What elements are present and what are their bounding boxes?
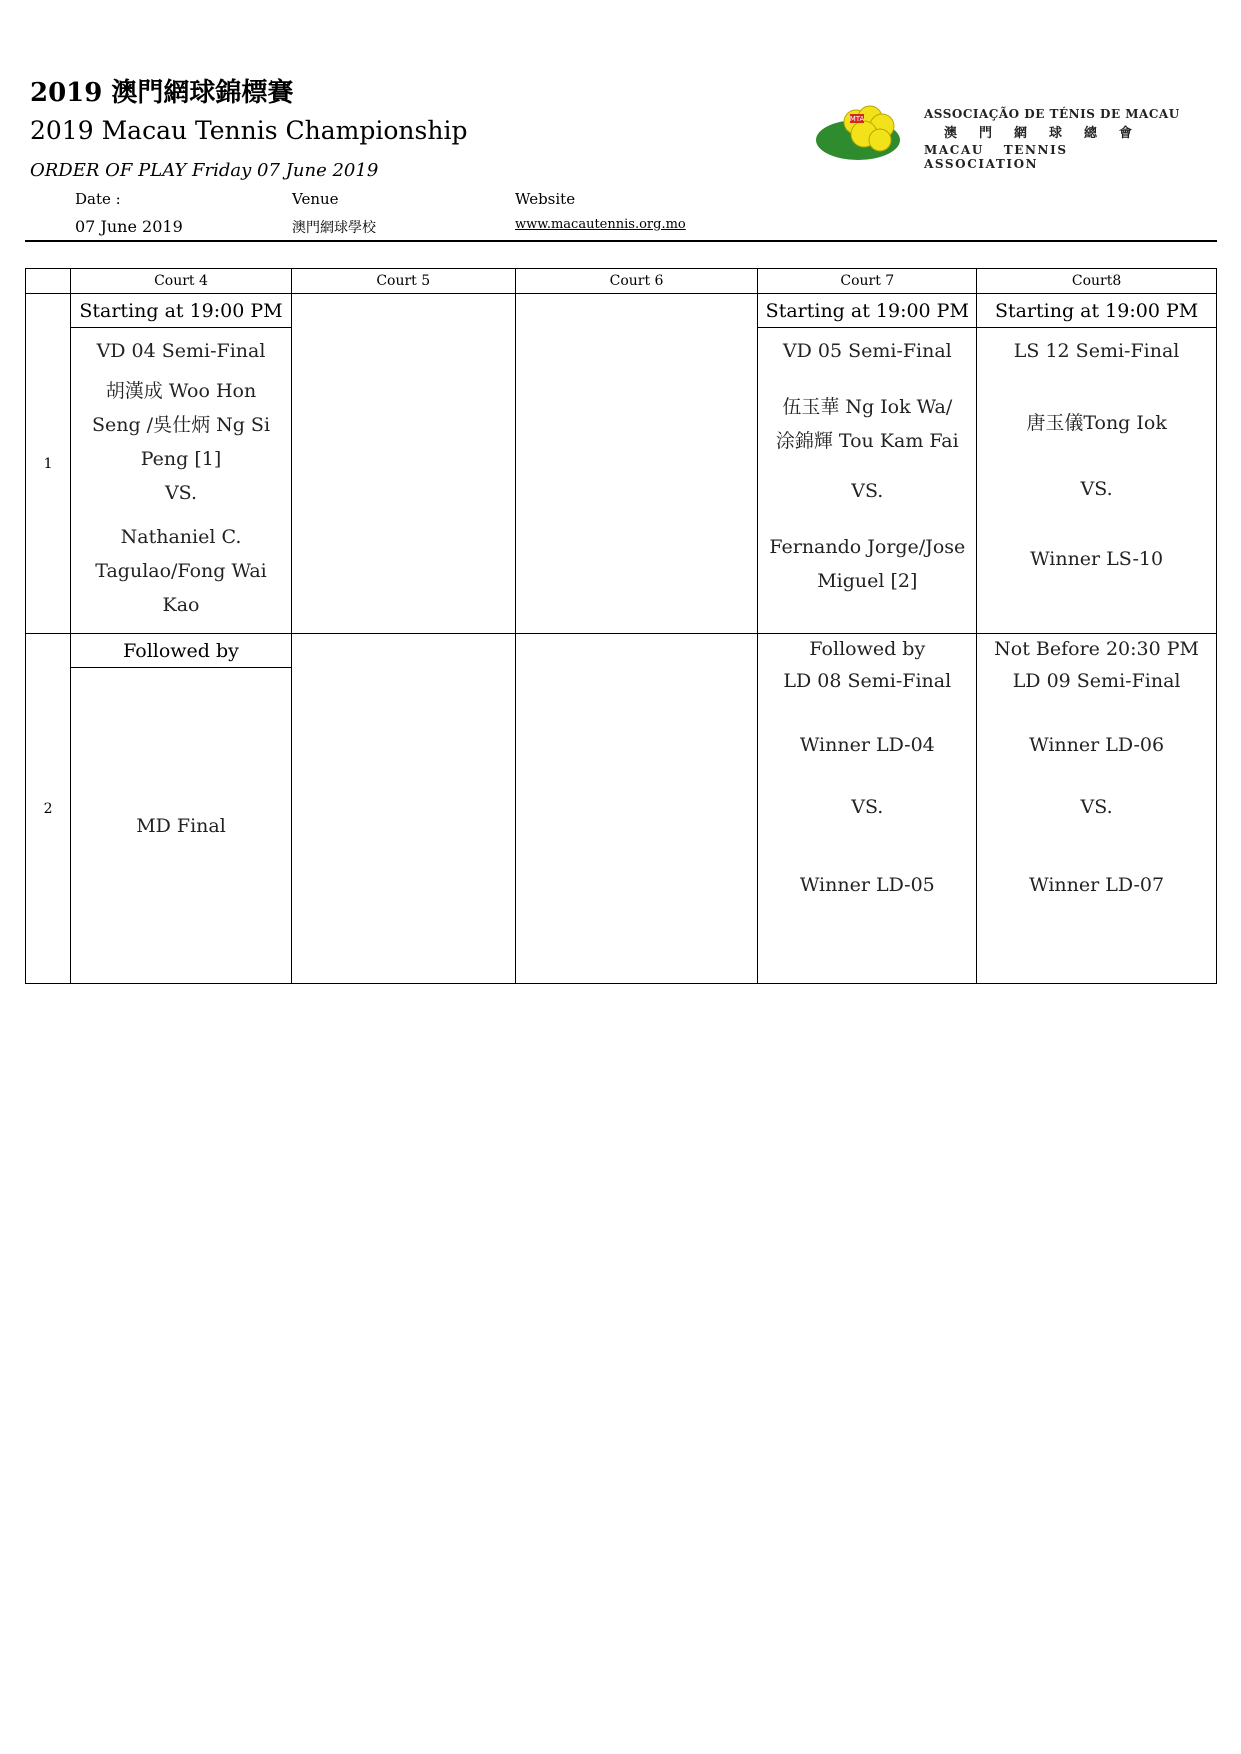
association-name-pt: ASSOCIAÇÃO DE TÉNIS DE MACAU — [924, 107, 1180, 121]
row-number-header — [26, 269, 71, 294]
match-cell — [977, 328, 1217, 634]
team-two: Winner LD-05 — [799, 874, 935, 896]
association-name-en: MACAU TENNIS ASSOCIATION — [924, 143, 1068, 171]
match-cell — [71, 328, 292, 634]
association-name-cn: 澳門網球總會 — [944, 126, 1155, 141]
association-name — [924, 107, 1194, 171]
team-one-line: Seng /吳仕炳 Ng Si — [91, 414, 271, 436]
versus: VS. — [851, 480, 884, 502]
match-event: LD 09 Semi-Final — [1012, 670, 1181, 692]
court-header: Court 4 — [71, 269, 292, 294]
team-one-line: Peng [1] — [140, 448, 222, 470]
website-link[interactable]: www.macautennis.org.mo — [515, 217, 686, 232]
team-two-line: Tagulao/Fong Wai — [95, 560, 267, 582]
match-event: VD 04 Semi-Final — [96, 340, 266, 362]
team-one-line: 伍玉華 Ng Iok Wa/ — [782, 396, 953, 418]
team-two-line: Kao — [162, 594, 200, 616]
start-time: Not Before 20:30 PM — [994, 638, 1199, 660]
website-label: Website — [515, 190, 576, 208]
start-time: Starting at 19:00 PM — [758, 294, 977, 328]
court-header: Court 5 — [291, 269, 515, 294]
empty-cell — [515, 294, 758, 634]
start-time: Starting at 19:00 PM — [71, 294, 292, 328]
match-event: MD Final — [136, 814, 226, 837]
team-one: Winner LD-04 — [799, 734, 935, 756]
date-value: 07 June 2019 — [75, 217, 183, 236]
start-time: Followed by — [809, 638, 926, 660]
row-number: 2 — [26, 634, 71, 984]
match-event: LS 12 Semi-Final — [1013, 340, 1180, 362]
order-of-play-table — [25, 268, 1217, 984]
empty-cell — [515, 634, 758, 984]
versus: VS. — [851, 796, 884, 818]
association-logo — [812, 100, 912, 165]
team-two-line: Miguel [2] — [817, 570, 918, 592]
versus: VS. — [1080, 478, 1113, 500]
date-label: Date : — [75, 190, 121, 208]
match-event: LD 08 Semi-Final — [783, 670, 952, 692]
team-two: Winner LS-10 — [1030, 548, 1164, 570]
versus: VS. — [1080, 796, 1113, 818]
venue-label: Venue — [292, 190, 339, 208]
start-time: Starting at 19:00 PM — [977, 294, 1217, 328]
order-of-play-heading: ORDER OF PLAY Friday 07 June 2019 — [30, 160, 379, 181]
team-two-line: Fernando Jorge/Jose — [769, 536, 966, 558]
title-english: 2019 Macau Tennis Championship — [30, 116, 468, 145]
row-number: 1 — [26, 294, 71, 634]
match-cell — [758, 328, 977, 634]
match-cell — [977, 634, 1217, 984]
team-one-line: 胡漢成 Woo Hon — [105, 380, 257, 402]
empty-cell — [291, 294, 515, 634]
team-one: Winner LD-06 — [1029, 734, 1165, 756]
header-divider — [25, 240, 1217, 242]
venue-value: 澳門網球學校 — [292, 220, 376, 236]
start-time: Followed by — [71, 634, 292, 668]
versus: VS. — [164, 482, 198, 504]
logo-text: MTA — [849, 115, 865, 123]
court-header: Court 7 — [758, 269, 977, 294]
title-chinese: 2019 澳門網球錦標賽 — [30, 78, 294, 108]
team-two: Winner LD-07 — [1029, 874, 1165, 896]
match-cell — [758, 634, 977, 984]
team-one-line: 涂錦輝 Tou Kam Fai — [775, 430, 959, 452]
team-two-line: Nathaniel C. — [120, 526, 242, 548]
team-one: 唐玉儀Tong Iok — [1026, 412, 1167, 434]
match-cell — [71, 668, 292, 984]
court-header: Court 6 — [515, 269, 758, 294]
empty-cell — [291, 634, 515, 984]
match-event: VD 05 Semi-Final — [782, 340, 952, 362]
court-header: Court8 — [977, 269, 1217, 294]
